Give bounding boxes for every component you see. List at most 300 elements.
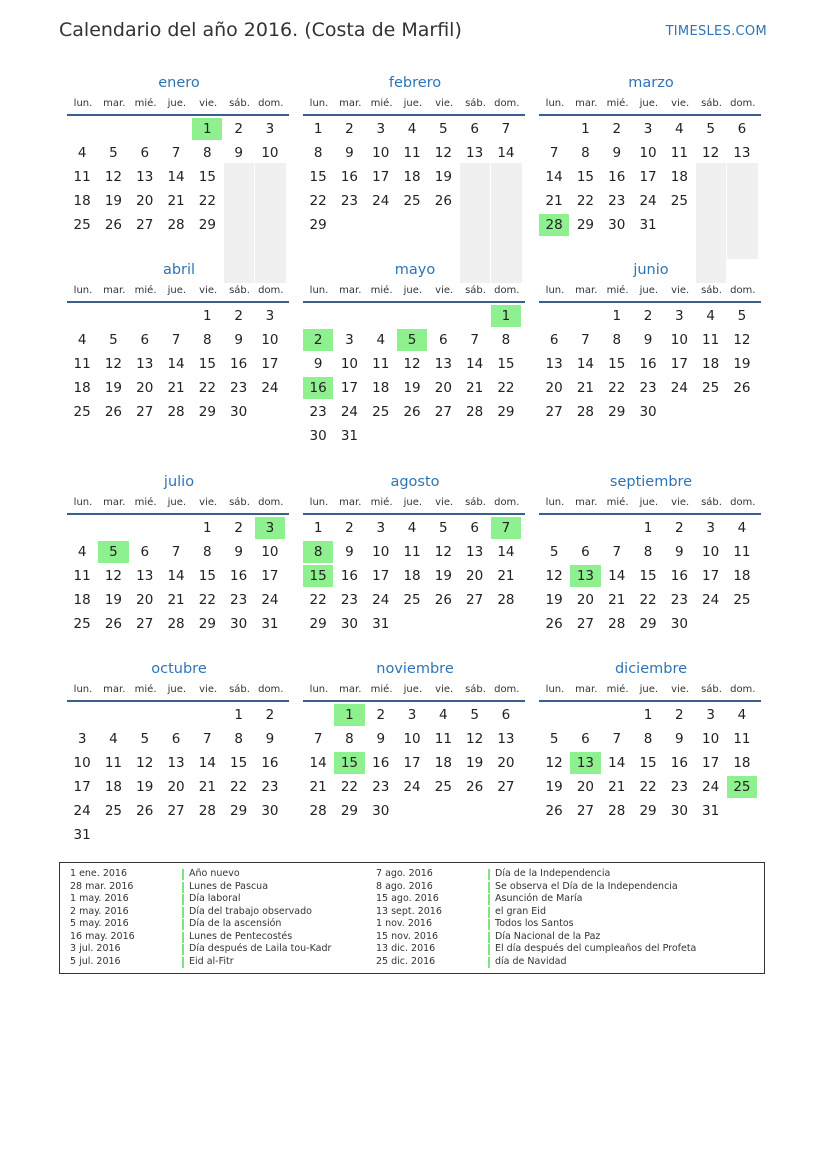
day-cell: 23 [309,404,327,420]
day-cell: 6 [470,121,479,137]
legend-holiday-name: día de Navidad [495,955,567,967]
weekday-header: sáb. [701,497,722,508]
legend-marker [182,932,184,943]
day-cell: 1 [643,520,653,536]
month-name: junio [633,262,669,278]
day-cell: 7 [470,332,479,348]
day-cell: 27 [136,616,154,632]
day-cell: 23 [670,592,688,608]
day-cell: 18 [104,779,123,795]
weekend-column-shade [491,163,521,259]
day-cell: 9 [675,544,684,560]
day-cell: 18 [434,755,452,771]
day-cell: 11 [104,755,123,771]
day-cell: 10 [73,755,91,771]
day-cell: 3 [706,520,715,536]
day-cell: 20 [497,755,515,771]
day-cell: 5 [439,121,448,137]
day-cell: 20 [136,193,154,209]
weekday-header: vie. [199,98,218,109]
holiday-day-cell: 16 [303,377,333,399]
weekday-header: mié. [134,684,157,695]
day-cell: 31 [372,616,390,632]
weekday-header: sáb. [701,684,722,695]
weekday-header: mié. [134,497,157,508]
weekday-header: mié. [370,497,393,508]
day-cell: 22 [309,592,327,608]
month-header-rule [303,301,525,303]
day-cell: 29 [309,616,327,632]
day-cell: 29 [576,217,595,233]
day-cell: 4 [706,308,715,324]
day-cell: 9 [234,544,243,560]
day-cell: 22 [309,193,327,209]
day-cell: 8 [203,332,212,348]
day-cell: 3 [407,707,417,723]
day-cell: 27 [466,592,484,608]
weekend-column-shade [224,163,254,283]
day-cell: 1 [203,308,212,324]
day-cell: 27 [167,803,185,819]
weekday-header: sáb. [229,285,250,296]
day-cell: 14 [167,169,185,185]
day-cell: 22 [608,380,626,396]
month-mayo [303,260,527,450]
holiday-day-cell: 25 [727,776,757,798]
weekday-header: mar. [339,285,362,296]
weekday-header: mar. [339,98,362,109]
day-cell: 27 [136,217,154,233]
day-cell: 23 [340,592,359,608]
month-octubre [67,659,291,849]
day-cell: 13 [733,145,751,161]
weekday-header: lun. [545,285,565,296]
day-cell: 3 [376,121,386,137]
holiday-day-cell: 1 [192,118,222,140]
legend-marker [182,944,184,955]
day-cell: 27 [434,404,452,420]
legend-date: 8 ago. 2016 [376,880,433,892]
day-cell: 7 [171,332,181,348]
day-cell: 17 [702,568,720,584]
day-cell: 7 [581,332,590,348]
day-cell: 2 [612,121,622,137]
day-cell: 4 [77,145,87,161]
weekday-header: vie. [435,497,454,508]
day-cell: 24 [372,592,390,608]
day-cell: 4 [737,520,747,536]
day-cell: 17 [639,169,657,185]
day-cell: 9 [612,145,622,161]
day-cell: 3 [706,707,715,723]
day-cell: 19 [403,380,421,396]
day-cell: 14 [167,356,185,372]
day-cell: 22 [230,779,248,795]
day-cell: 29 [230,803,248,819]
day-cell: 27 [576,803,595,819]
day-cell: 30 [670,803,688,819]
weekday-header: lun. [309,684,329,695]
month-name: abril [162,262,196,278]
day-cell: 29 [608,404,626,420]
page-title: Calendario del año 2016. (Costa de Marfil) [59,19,462,41]
weekday-header: mié. [606,684,629,695]
legend-date: 13 dic. 2016 [376,943,436,954]
weekday-header: dom. [258,684,284,695]
day-cell: 10 [702,544,720,560]
day-cell: 4 [675,121,684,137]
weekday-header: dom. [494,684,520,695]
day-cell: 15 [576,169,595,185]
day-cell: 6 [737,121,747,137]
day-cell: 12 [136,755,154,771]
day-cell: 20 [576,592,595,608]
weekday-header: mar. [103,497,126,508]
legend-marker [182,894,184,905]
legend-marker [488,944,490,955]
month-header-rule [67,513,289,515]
day-cell: 2 [376,707,386,723]
day-cell: 26 [403,404,421,420]
day-cell: 14 [466,356,484,372]
month-header-rule [539,114,761,116]
day-cell: 10 [261,145,279,161]
legend-marker [488,957,490,968]
day-cell: 25 [733,592,751,608]
weekday-header: vie. [671,98,690,109]
day-cell: 13 [497,731,515,747]
day-cell: 20 [136,380,154,396]
day-cell: 16 [230,356,248,372]
day-cell: 5 [470,707,479,723]
day-cell: 15 [497,356,515,372]
day-cell: 9 [265,731,275,747]
legend-date: 13 sept. 2016 [376,905,442,917]
weekday-header: vie. [435,285,454,296]
day-cell: 6 [140,332,150,348]
day-cell: 24 [73,803,91,819]
weekday-header: lun. [309,285,329,296]
legend-holiday-name: el gran Eid [495,905,546,917]
day-cell: 4 [376,332,386,348]
day-cell: 5 [439,520,448,536]
day-cell: 17 [73,779,91,795]
month-name: julio [163,474,195,490]
day-cell: 25 [73,404,91,420]
weekday-header: lun. [73,684,93,695]
day-cell: 12 [403,356,421,372]
day-cell: 25 [670,193,688,209]
day-cell: 29 [309,217,327,233]
day-cell: 11 [372,356,390,372]
day-cell: 21 [167,380,185,396]
day-cell: 23 [261,779,279,795]
day-cell: 15 [198,356,216,372]
month-name: diciembre [614,661,688,677]
day-cell: 22 [198,193,216,209]
day-cell: 13 [136,169,154,185]
day-cell: 8 [203,544,212,560]
day-cell: 14 [167,568,185,584]
day-cell: 20 [466,568,484,584]
brand-logo-text[interactable]: TIMESLES.COM [665,24,767,39]
day-cell: 18 [73,193,91,209]
day-cell: 28 [608,616,626,632]
day-cell: 21 [466,380,484,396]
day-cell: 7 [171,145,181,161]
day-cell: 29 [639,616,657,632]
day-cell: 24 [670,380,688,396]
legend-holiday-name: Día del trabajo observado [189,905,312,917]
weekday-header: jue. [167,497,187,508]
day-cell: 31 [702,803,720,819]
day-cell: 30 [230,404,248,420]
day-cell: 4 [439,707,448,723]
weekday-header: mié. [606,285,629,296]
day-cell: 8 [581,145,590,161]
legend-marker [488,882,490,893]
legend-holiday-name: Día después de Laila tou-Kadr [189,943,332,954]
day-cell: 10 [702,731,720,747]
weekday-header: jue. [403,684,423,695]
legend-marker [182,869,184,880]
weekday-header: lun. [73,98,93,109]
day-cell: 11 [670,145,688,161]
legend-date: 1 nov. 2016 [376,918,432,929]
day-cell: 8 [345,731,354,747]
day-cell: 26 [104,404,123,420]
day-cell: 9 [675,731,684,747]
day-cell: 13 [434,356,452,372]
legend-holiday-name: Día de la ascensión [189,918,282,929]
legend-holiday-name: Asunción de María [495,893,583,904]
weekday-header: sáb. [229,98,250,109]
weekday-header: dom. [730,497,756,508]
weekday-header: jue. [403,98,423,109]
weekday-header: lun. [545,684,565,695]
day-cell: 25 [434,779,452,795]
day-cell: 6 [140,544,150,560]
day-cell: 18 [73,592,91,608]
weekday-header: mié. [606,98,629,109]
holiday-legend [59,862,765,974]
day-cell: 24 [261,592,279,608]
day-cell: 12 [434,145,452,161]
day-cell: 19 [545,592,563,608]
month-name: febrero [388,75,442,91]
day-cell: 19 [104,193,123,209]
day-cell: 17 [403,755,421,771]
day-cell: 4 [109,731,118,747]
weekday-header: jue. [167,285,187,296]
day-cell: 24 [639,193,657,209]
day-cell: 6 [470,520,479,536]
day-cell: 14 [198,755,216,771]
day-cell: 5 [109,332,118,348]
day-cell: 5 [549,731,559,747]
weekday-header: vie. [435,684,454,695]
day-cell: 10 [403,731,421,747]
weekday-header: mar. [575,684,598,695]
day-cell: 3 [376,520,386,536]
day-cell: 18 [733,755,751,771]
day-cell: 8 [313,145,323,161]
day-cell: 13 [545,356,563,372]
weekend-column-shade [727,163,757,259]
day-cell: 6 [140,145,150,161]
day-cell: 11 [73,356,91,372]
day-cell: 14 [608,755,626,771]
day-cell: 26 [545,803,563,819]
day-cell: 8 [234,731,243,747]
legend-holiday-name: Todos los Santos [495,918,574,929]
weekday-header: sáb. [229,684,250,695]
day-cell: 7 [501,121,511,137]
day-cell: 2 [345,121,354,137]
month-header-rule [539,700,761,702]
weekday-header: dom. [258,497,284,508]
day-cell: 28 [497,592,515,608]
day-cell: 16 [340,169,359,185]
weekday-header: dom. [730,285,756,296]
day-cell: 2 [675,707,684,723]
day-cell: 5 [549,544,559,560]
day-cell: 29 [340,803,359,819]
day-cell: 22 [340,779,359,795]
day-cell: 29 [497,404,515,420]
legend-date: 3 jul. 2016 [70,943,121,954]
weekday-header: sáb. [465,684,486,695]
day-cell: 6 [171,731,181,747]
weekday-header: mar. [103,285,126,296]
month-noviembre [303,659,527,849]
day-cell: 13 [466,544,484,560]
day-cell: 26 [434,592,452,608]
day-cell: 7 [171,544,181,560]
day-cell: 6 [439,332,448,348]
weekday-header: jue. [639,285,659,296]
legend-date: 1 ene. 2016 [70,868,127,879]
day-cell: 21 [309,779,327,795]
day-cell: 19 [434,568,452,584]
day-cell: 21 [198,779,216,795]
day-cell: 29 [198,404,216,420]
month-julio [67,472,291,662]
day-cell: 2 [265,707,275,723]
day-cell: 12 [545,755,563,771]
weekend-column-shade [696,163,726,283]
day-cell: 24 [403,779,421,795]
weekday-header: vie. [199,497,218,508]
weekday-header: jue. [639,98,659,109]
day-cell: 3 [265,308,275,324]
weekday-header: mar. [339,497,362,508]
day-cell: 8 [643,731,653,747]
day-cell: 16 [230,568,248,584]
day-cell: 15 [639,755,657,771]
day-cell: 30 [309,428,327,444]
day-cell: 21 [167,193,185,209]
weekday-header: vie. [671,285,690,296]
legend-date: 25 dic. 2016 [376,955,436,967]
day-cell: 15 [309,169,327,185]
day-cell: 23 [670,779,688,795]
day-cell: 21 [608,779,626,795]
day-cell: 21 [545,193,563,209]
weekday-header: dom. [730,98,756,109]
day-cell: 29 [198,217,216,233]
day-cell: 22 [198,592,216,608]
day-cell: 25 [104,803,123,819]
legend-holiday-name: Día de la Independencia [495,868,611,879]
day-cell: 7 [313,731,323,747]
day-cell: 18 [670,169,688,185]
day-cell: 11 [434,731,452,747]
holiday-day-cell: 8 [303,541,333,563]
day-cell: 12 [702,145,720,161]
day-cell: 23 [608,193,626,209]
day-cell: 17 [372,169,390,185]
day-cell: 23 [230,380,248,396]
day-cell: 1 [643,707,653,723]
day-cell: 12 [104,169,123,185]
day-cell: 25 [702,380,720,396]
holiday-day-cell: 5 [98,541,128,563]
day-cell: 31 [340,428,359,444]
weekday-header: jue. [167,98,187,109]
weekday-header: dom. [494,497,520,508]
day-cell: 22 [576,193,595,209]
holiday-day-cell: 3 [255,517,285,539]
day-cell: 19 [434,169,452,185]
day-cell: 25 [403,592,421,608]
legend-holiday-name: Eid al-Fitr [189,955,234,967]
day-cell: 28 [167,404,185,420]
day-cell: 18 [372,380,390,396]
day-cell: 5 [737,308,747,324]
day-cell: 21 [497,568,515,584]
day-cell: 28 [608,803,626,819]
day-cell: 18 [403,568,421,584]
day-cell: 13 [136,356,154,372]
day-cell: 10 [372,145,390,161]
day-cell: 12 [104,356,123,372]
day-cell: 26 [104,217,123,233]
day-cell: 14 [545,169,563,185]
day-cell: 26 [545,616,563,632]
weekday-header: mar. [103,684,126,695]
day-cell: 25 [372,404,390,420]
legend-holiday-name: Se observa el Día de la Independencia [495,880,678,892]
day-cell: 11 [73,568,91,584]
day-cell: 5 [706,121,715,137]
day-cell: 27 [545,404,563,420]
day-cell: 10 [261,332,279,348]
day-cell: 29 [639,803,657,819]
weekday-header: jue. [403,497,423,508]
day-cell: 11 [733,731,751,747]
weekday-header: jue. [403,285,423,296]
day-cell: 13 [136,568,154,584]
day-cell: 9 [376,731,386,747]
day-cell: 14 [309,755,327,771]
holiday-day-cell: 1 [491,305,521,327]
day-cell: 19 [104,380,123,396]
day-cell: 16 [340,568,359,584]
day-cell: 1 [612,308,622,324]
month-name: enero [158,75,200,91]
weekday-header: mié. [606,497,629,508]
